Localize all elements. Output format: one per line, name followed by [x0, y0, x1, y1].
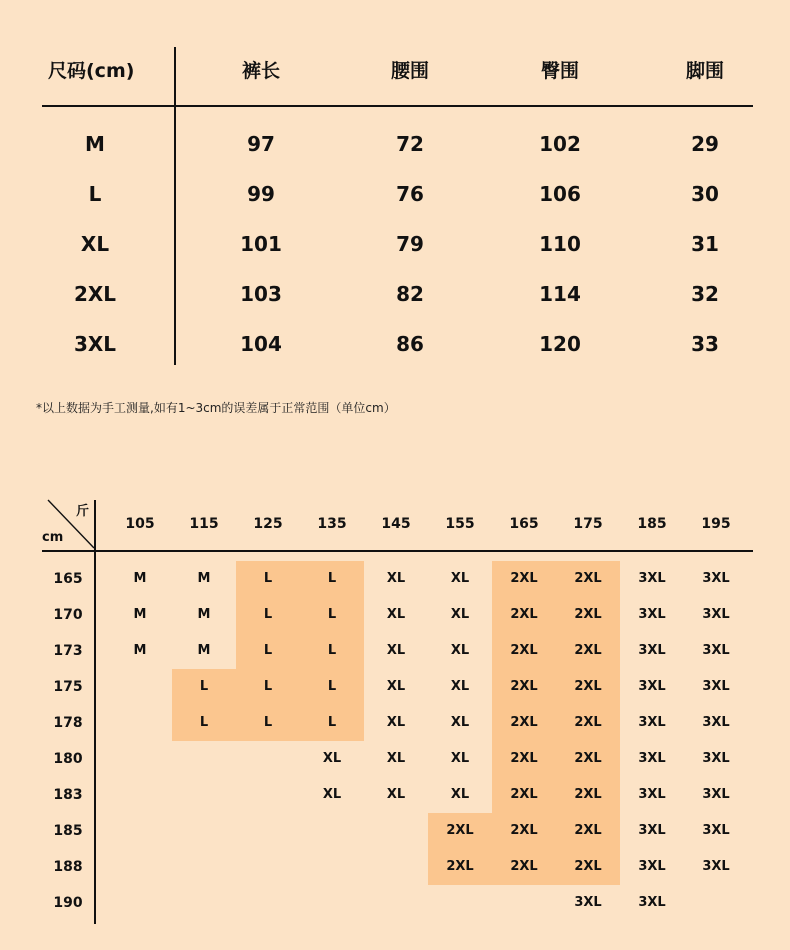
size-recommendation-cell: 3XL	[638, 643, 666, 658]
header-hem: 脚围	[685, 60, 724, 82]
size-value: 114	[539, 282, 581, 306]
height-header: 180	[53, 751, 83, 767]
size-recommendation-cell	[300, 849, 364, 885]
size-recommendation-cell	[172, 849, 236, 885]
size-recommendation-cell: L	[300, 633, 364, 669]
size-recommendation-cell: 2XL	[492, 705, 556, 741]
height-header: 165	[53, 571, 83, 587]
size-recommendation-cell	[108, 741, 172, 777]
size-recommendation-cell: L	[172, 705, 236, 741]
size-recommendation-cell: 3XL	[702, 607, 730, 622]
size-recommendation-cell	[236, 849, 300, 885]
size-recommendation-cell: 2XL	[492, 633, 556, 669]
size-recommendation-cell: L	[236, 669, 300, 705]
size-value: 110	[539, 232, 581, 256]
size-value: 31	[691, 232, 719, 256]
header-length: 裤长	[241, 60, 280, 82]
size-recommendation-cell: 2XL	[492, 741, 556, 777]
size-recommendation-cell: 2XL	[556, 741, 620, 777]
size-recommendation-cell	[364, 885, 428, 921]
size-recommendation-cell	[108, 777, 172, 813]
size-recommendation-cell: 2XL	[556, 777, 620, 813]
size-recommendation-cell	[108, 849, 172, 885]
size-recommendation-cell: 3XL	[702, 571, 730, 586]
size-recommendation-cell: XL	[386, 715, 406, 730]
header-size: 尺码(cm)	[48, 60, 135, 82]
size-recommendation-cell: 2XL	[492, 849, 556, 885]
size-recommendation-cell: 3XL	[702, 751, 730, 766]
size-recommendation-cell: 2XL	[492, 669, 556, 705]
size-recommendation-cell	[300, 885, 364, 921]
size-recommendation-cell: XL	[450, 571, 470, 586]
size-value: 76	[396, 182, 424, 206]
size-recommendation-cell: 3XL	[638, 715, 666, 730]
size-recommendation-cell	[108, 885, 172, 921]
size-recommendation-cell: 2XL	[492, 813, 556, 849]
size-recommendation-cell	[108, 705, 172, 741]
size-recommendation-cell: XL	[322, 787, 342, 802]
size-recommendation-cell	[364, 813, 428, 849]
header-hip: 臀围	[540, 60, 579, 82]
size-recommendation-cell: L	[236, 561, 300, 597]
size-recommendation-cell: M	[133, 643, 147, 658]
size-value: 99	[247, 182, 275, 206]
size-recommendation-cell: L	[236, 705, 300, 741]
size-recommendation-cell: 2XL	[556, 705, 620, 741]
height-header: 188	[53, 859, 83, 875]
header-waist: 腰围	[390, 60, 429, 82]
height-header: 170	[53, 607, 83, 623]
size-recommendation-cell: XL	[386, 643, 406, 658]
size-recommendation-cell: XL	[450, 751, 470, 766]
size-recommendation-cell: 3XL	[702, 715, 730, 730]
size-recommendation-cell: XL	[450, 715, 470, 730]
size-recommendation-cell: 3XL	[638, 895, 666, 910]
size-label: M	[85, 132, 105, 156]
size-recommendation-cell	[172, 777, 236, 813]
size-recommendation-cell: M	[197, 607, 211, 622]
size-table-horizontal-divider	[42, 105, 753, 107]
size-recommendation-cell	[236, 777, 300, 813]
corner-weight-unit: 斤	[76, 504, 90, 519]
size-recommendation-cell: 2XL	[492, 561, 556, 597]
weight-header: 125	[253, 516, 283, 532]
size-recommendation-cell: M	[197, 571, 211, 586]
size-recommendation-cell: XL	[450, 643, 470, 658]
size-label: 3XL	[73, 332, 117, 356]
size-recommendation-cell	[172, 885, 236, 921]
size-recommendation-cell	[172, 813, 236, 849]
size-value: 97	[247, 132, 275, 156]
size-recommendation-cell	[428, 885, 492, 921]
size-recommendation-cell: 2XL	[556, 849, 620, 885]
size-recommendation-cell: 2XL	[556, 561, 620, 597]
size-recommendation-cell	[172, 741, 236, 777]
size-recommendation-cell: XL	[450, 787, 470, 802]
height-header: 178	[53, 715, 83, 731]
recommend-horizontal-divider	[42, 550, 753, 552]
size-recommendation-cell: L	[172, 669, 236, 705]
size-recommendation-cell: L	[236, 633, 300, 669]
size-recommendation-cell: XL	[386, 571, 406, 586]
size-label: L	[88, 182, 102, 206]
size-recommendation-cell: 3XL	[638, 679, 666, 694]
weight-header: 145	[381, 516, 411, 532]
size-recommendation-cell: XL	[386, 607, 406, 622]
weight-header: 135	[317, 516, 347, 532]
size-recommendation-cell: 2XL	[556, 669, 620, 705]
size-label: XL	[80, 232, 110, 256]
height-header: 175	[53, 679, 83, 695]
size-recommendation-cell: L	[300, 597, 364, 633]
size-recommendation-cell: 3XL	[638, 787, 666, 802]
size-recommendation-cell	[108, 669, 172, 705]
size-recommendation-cell: L	[300, 669, 364, 705]
size-recommendation-cell: 3XL	[702, 643, 730, 658]
size-recommendation-cell: M	[133, 571, 147, 586]
recommend-vertical-divider	[94, 500, 96, 924]
size-recommendation-cell: L	[300, 561, 364, 597]
size-recommendation-cell: XL	[450, 607, 470, 622]
measurement-note: *以上数据为手工测量,如有1~3cm的误差属于正常范围（单位cm）	[36, 401, 396, 415]
size-value: 82	[396, 282, 424, 306]
weight-header: 105	[125, 516, 155, 532]
size-value: 106	[539, 182, 581, 206]
size-recommendation-cell: 3XL	[638, 823, 666, 838]
corner-height-unit: cm	[42, 530, 64, 545]
size-recommendation-cell: M	[133, 607, 147, 622]
size-recommendation-cell: 3XL	[638, 859, 666, 874]
height-header: 183	[53, 787, 83, 803]
weight-header: 155	[445, 516, 475, 532]
size-recommendation-cell: L	[236, 597, 300, 633]
size-value: 79	[396, 232, 424, 256]
size-recommendation-cell	[236, 741, 300, 777]
size-recommendation-cell: 2XL	[556, 813, 620, 849]
size-recommendation-cell: 2XL	[492, 777, 556, 813]
size-value: 32	[691, 282, 719, 306]
size-recommendation-cell: 3XL	[638, 607, 666, 622]
size-recommendation-cell: 2XL	[556, 597, 620, 633]
size-value: 103	[240, 282, 282, 306]
size-value: 33	[691, 332, 719, 356]
size-value: 102	[539, 132, 581, 156]
size-value: 120	[539, 332, 581, 356]
size-recommendation-cell: 3XL	[702, 679, 730, 694]
size-recommendation-cell	[364, 849, 428, 885]
size-recommendation-cell: L	[300, 705, 364, 741]
size-recommendation-cell: 2XL	[428, 849, 492, 885]
size-recommendation-cell: 3XL	[574, 895, 602, 910]
size-recommendation-cell: 3XL	[638, 751, 666, 766]
size-value: 86	[396, 332, 424, 356]
size-recommendation-cell	[684, 885, 748, 921]
size-recommendation-cell: 3XL	[702, 823, 730, 838]
size-recommendation-cell: 3XL	[638, 571, 666, 586]
height-header: 190	[53, 895, 83, 911]
size-value: 101	[240, 232, 282, 256]
weight-header: 165	[509, 516, 539, 532]
weight-header: 115	[189, 516, 219, 532]
size-recommendation-cell: 2XL	[428, 813, 492, 849]
size-recommendation-cell: 3XL	[702, 859, 730, 874]
size-recommendation-cell: XL	[322, 751, 342, 766]
size-recommendation-cell	[236, 885, 300, 921]
size-recommendation-cell	[236, 813, 300, 849]
size-recommendation-cell: 2XL	[492, 597, 556, 633]
size-label: 2XL	[73, 282, 117, 306]
size-value: 104	[240, 332, 282, 356]
size-value: 30	[691, 182, 719, 206]
weight-header: 175	[573, 516, 603, 532]
size-recommendation-cell	[492, 885, 556, 921]
size-recommendation-cell	[108, 813, 172, 849]
size-recommendation-cell: 3XL	[702, 787, 730, 802]
size-recommendation-cell: XL	[386, 679, 406, 694]
size-recommendation-cell: XL	[386, 787, 406, 802]
size-recommendation-cell: XL	[450, 679, 470, 694]
size-table-vertical-divider	[174, 47, 176, 365]
size-value: 72	[396, 132, 424, 156]
size-recommendation-cell: XL	[386, 751, 406, 766]
size-recommendation-cell: 2XL	[556, 633, 620, 669]
weight-header: 195	[701, 516, 731, 532]
size-recommendation-cell: M	[197, 643, 211, 658]
size-value: 29	[691, 132, 719, 156]
size-recommendation-cell	[300, 813, 364, 849]
height-header: 173	[53, 643, 83, 659]
height-header: 185	[53, 823, 83, 839]
weight-header: 185	[637, 516, 667, 532]
